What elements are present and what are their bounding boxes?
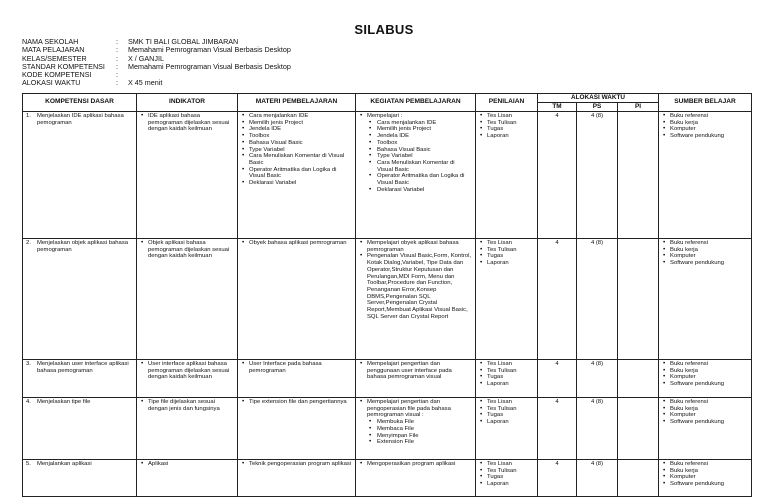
materi-item: • Type Variabel <box>241 147 352 154</box>
kegiatan-item <box>359 113 472 193</box>
cell-ps: 4 (8) <box>577 239 618 360</box>
cell-sumber <box>659 460 752 497</box>
sumber-item-list <box>662 399 748 426</box>
indikator-item-list <box>140 361 234 381</box>
kegiatan-item <box>359 399 472 446</box>
materi-item-list <box>241 113 352 187</box>
cell-kegiatan <box>356 112 476 239</box>
kegiatan-subitem: • Deklarasi Variabel <box>359 187 472 194</box>
kd-entry <box>26 361 133 374</box>
sumber-item-list <box>662 113 748 140</box>
cell-indikator <box>137 112 238 239</box>
kd-text: Menjalankan aplikasi <box>37 461 92 467</box>
cell-materi <box>238 360 356 398</box>
kegiatan-subitem: • Type Variabel <box>359 153 472 160</box>
sumber-item: • Komputer <box>662 412 748 419</box>
kd-entry <box>26 240 133 253</box>
materi-item: • Teknik pengoperasian program aplikasi <box>241 461 352 468</box>
materi-item-list <box>241 399 352 406</box>
cell-tm: 4 <box>538 398 577 460</box>
kd-entry <box>26 113 133 126</box>
penilaian-item: • Tugas <box>479 126 534 133</box>
cell-kegiatan <box>356 360 476 398</box>
penilaian-item-list <box>479 240 534 267</box>
cell-penilaian <box>476 360 538 398</box>
penilaian-item: • Tugas <box>479 412 534 419</box>
info-value: Memahami Pemrograman Visual Berbasis Desktop <box>128 61 291 71</box>
penilaian-item: • Tes Tulisan <box>479 468 534 475</box>
kegiatan-subitem: • Memilih jenis Project <box>359 126 472 133</box>
kd-text: Menjelaskan objek aplikasi bahasa pemograman <box>37 240 129 253</box>
sumber-item: • Buku referensi <box>662 113 748 120</box>
penilaian-item-list <box>479 113 534 140</box>
penilaian-item: • Tes Lisan <box>479 113 534 120</box>
cell-materi <box>238 398 356 460</box>
kegiatan-item <box>359 253 472 320</box>
materi-item: • User Interface pada bahasa pemrograman <box>241 361 352 374</box>
penilaian-item: • Laporan <box>479 419 534 426</box>
kegiatan-text: Mempelajari pengertian dan penggunaan user interface pada bahasa pemrograman visual <box>367 361 452 381</box>
penilaian-item: • Tes Lisan <box>479 240 534 247</box>
info-colon: : <box>116 45 118 55</box>
kd-text: Menjelaskan user interface aplikasi bahasa pemograman <box>37 361 129 374</box>
materi-item-list <box>241 240 352 247</box>
info-value: Memahami Pemrograman Visual Berbasis Desktop <box>128 45 291 55</box>
cell-tm: 4 <box>538 112 577 239</box>
indikator-item: • User interface aplikasi bahasa pemograman dijelaskan sesuai dengan kaidah keilmuan <box>140 361 234 381</box>
cell-pi <box>618 360 659 398</box>
table-row <box>23 460 752 497</box>
materi-item: • Obyek bahasa aplikasi pemrograman <box>241 240 352 247</box>
kegiatan-subitem: • Jendela IDE <box>359 133 472 140</box>
info-row-time <box>22 79 291 87</box>
cell-pi <box>618 460 659 497</box>
kegiatan-subitem: • Cara Menuliskan Komentar di Visual Basic <box>359 160 472 173</box>
header-alokasi: ALOKASI WAKTU <box>538 94 659 103</box>
sumber-item: • Buku kerja <box>662 468 748 475</box>
sumber-item: • Software pendukung <box>662 481 748 488</box>
sumber-item: • Buku kerja <box>662 120 748 127</box>
table-row <box>23 398 752 460</box>
header-pi: PI <box>618 103 659 112</box>
penilaian-item: • Laporan <box>479 260 534 267</box>
cell-kegiatan <box>356 239 476 360</box>
cell-sumber <box>659 239 752 360</box>
materi-item: • Cara Menuliskan Komentar di Visual Basic <box>241 153 352 166</box>
penilaian-item: • Laporan <box>479 133 534 140</box>
table-row <box>23 112 752 239</box>
syllabus-table <box>22 93 752 497</box>
info-label: KODE KOMPETENSI <box>22 70 92 80</box>
cell-materi <box>238 239 356 360</box>
header-penilaian: PENILAIAN <box>476 94 538 112</box>
kd-entry <box>26 399 133 406</box>
cell-kd <box>23 239 137 360</box>
kegiatan-subitem: • Membaca File <box>359 426 472 433</box>
cell-penilaian <box>476 239 538 360</box>
cell-indikator <box>137 398 238 460</box>
cell-indikator <box>137 460 238 497</box>
cell-tm: 4 <box>538 360 577 398</box>
kegiatan-subitem: • Extension File <box>359 439 472 446</box>
penilaian-item: • Laporan <box>479 481 534 488</box>
penilaian-item: • Tugas <box>479 474 534 481</box>
sumber-item-list <box>662 461 748 488</box>
info-colon: : <box>116 61 118 71</box>
kd-text: Menjelaskan IDE aplikasi bahasa pemograman <box>37 113 124 126</box>
kegiatan-item-list <box>359 361 472 381</box>
info-label: KELAS/SEMESTER <box>22 53 87 63</box>
sumber-item: • Software pendukung <box>662 133 748 140</box>
penilaian-item: • Tes Tulisan <box>479 406 534 413</box>
kegiatan-subitem: • Menyimpan File <box>359 433 472 440</box>
materi-item: • Operator Aritmatika dan Logika di Visual Basic <box>241 167 352 180</box>
kegiatan-item <box>359 361 472 381</box>
header-tm: TM <box>538 103 577 112</box>
penilaian-item: • Tes Lisan <box>479 399 534 406</box>
materi-item: • Bahasa Visual Basic <box>241 140 352 147</box>
indikator-item-list <box>140 399 234 412</box>
penilaian-item-list <box>479 361 534 388</box>
kd-text: Menjelaskan tipe file <box>37 399 91 405</box>
indikator-item-list <box>140 240 234 260</box>
cell-kd <box>23 112 137 239</box>
table-row <box>23 239 752 360</box>
penilaian-item: • Tes Lisan <box>479 361 534 368</box>
kd-number: 2. <box>26 240 31 246</box>
indikator-item: • Aplikasi <box>140 461 234 468</box>
header-kegiatan: KEGIATAN PEMBELAJARAN <box>356 94 476 112</box>
table-row <box>23 360 752 398</box>
info-value: X / GANJIL <box>128 53 164 63</box>
materi-item: • Toolbox <box>241 133 352 140</box>
kegiatan-item-list <box>359 399 472 446</box>
sumber-item: • Komputer <box>662 374 748 381</box>
penilaian-item: • Tes Tulisan <box>479 368 534 375</box>
sumber-item-list <box>662 361 748 388</box>
penilaian-item-list <box>479 399 534 426</box>
cell-penilaian <box>476 460 538 497</box>
cell-penilaian <box>476 398 538 460</box>
sumber-item: • Software pendukung <box>662 419 748 426</box>
sumber-item: • Buku kerja <box>662 368 748 375</box>
kegiatan-subitem: • Cara menjalankan IDE <box>359 120 472 127</box>
cell-ps: 4 (8) <box>577 460 618 497</box>
sumber-item: • Buku kerja <box>662 406 748 413</box>
sumber-item: • Komputer <box>662 253 748 260</box>
kegiatan-text: Mempelajari pengertian dan pengoperasian file pada bahasa pemrograman visual : <box>367 399 451 419</box>
sumber-item: • Software pendukung <box>662 260 748 267</box>
cell-ps: 4 (8) <box>577 112 618 239</box>
cell-tm: 4 <box>538 460 577 497</box>
header-kd: KOMPETENSI DASAR <box>23 94 137 112</box>
penilaian-item: • Tugas <box>479 374 534 381</box>
kegiatan-text: Mempelajari obyek aplikasi bahasa pemrograman <box>367 240 459 253</box>
penilaian-item: • Laporan <box>479 381 534 388</box>
materi-item: • Memilih jenis Project <box>241 120 352 127</box>
header-ps: PS <box>577 103 618 112</box>
sumber-item: • Buku referensi <box>662 399 748 406</box>
materi-item-list <box>241 361 352 374</box>
kegiatan-subitem-list <box>359 419 472 446</box>
kegiatan-subitem-list <box>359 120 472 194</box>
info-value: SMK TI BALI GLOBAL JIMBARAN <box>128 37 239 46</box>
cell-materi <box>238 112 356 239</box>
cell-pi <box>618 239 659 360</box>
materi-item: • Cara menjalankan IDE <box>241 113 352 120</box>
kegiatan-subitem: • Toolbox <box>359 140 472 147</box>
sumber-item-list <box>662 240 748 267</box>
table-body <box>23 112 752 497</box>
penilaian-item: • Tes Tulisan <box>479 120 534 127</box>
cell-kegiatan <box>356 460 476 497</box>
info-label: NAMA SEKOLAH <box>22 37 79 46</box>
cell-kd <box>23 360 137 398</box>
sumber-item: • Buku referensi <box>662 461 748 468</box>
info-value: X 45 menit <box>128 78 163 88</box>
materi-item-list <box>241 461 352 468</box>
materi-item: • Tipe extension file dan pengertiannya <box>241 399 352 406</box>
cell-pi <box>618 398 659 460</box>
kegiatan-item <box>359 461 472 468</box>
cell-sumber <box>659 398 752 460</box>
cell-materi <box>238 460 356 497</box>
penilaian-item: • Tes Tulisan <box>479 247 534 254</box>
kd-number: 5. <box>26 461 31 467</box>
cell-ps: 4 (8) <box>577 398 618 460</box>
sumber-item: • Software pendukung <box>662 381 748 388</box>
info-label: ALOKASI WAKTU <box>22 78 81 88</box>
indikator-item-list <box>140 113 234 133</box>
info-colon: : <box>116 70 118 80</box>
sumber-item: • Komputer <box>662 126 748 133</box>
info-label: MATA PELAJARAN <box>22 45 85 55</box>
document-info <box>22 38 291 88</box>
penilaian-item: • Tugas <box>479 253 534 260</box>
sumber-item: • Buku kerja <box>662 247 748 254</box>
header-row <box>23 94 752 103</box>
info-colon: : <box>116 78 118 88</box>
page-title: SILABUS <box>354 22 414 37</box>
indikator-item: • Tipe file dijelaskan sesuai dengan jenis dan fungsinya <box>140 399 234 412</box>
cell-indikator <box>137 239 238 360</box>
materi-item: • Deklarasi Variabel <box>241 180 352 187</box>
cell-kegiatan <box>356 398 476 460</box>
sumber-item: • Komputer <box>662 474 748 481</box>
kegiatan-item-list <box>359 240 472 320</box>
kd-number: 1. <box>26 113 31 119</box>
cell-penilaian <box>476 112 538 239</box>
header-indikator: INDIKATOR <box>137 94 238 112</box>
kegiatan-item-list <box>359 113 472 193</box>
penilaian-item: • Tes Lisan <box>479 461 534 468</box>
kegiatan-item <box>359 240 472 253</box>
cell-sumber <box>659 360 752 398</box>
info-colon: : <box>116 37 118 46</box>
sumber-item: • Buku referensi <box>662 361 748 368</box>
kd-number: 4. <box>26 399 31 405</box>
cell-kd <box>23 460 137 497</box>
penilaian-item-list <box>479 461 534 488</box>
indikator-item-list <box>140 461 234 468</box>
header-materi: MATERI PEMBELAJARAN <box>238 94 356 112</box>
header-sumber: SUMBER BELAJAR <box>659 94 752 112</box>
kegiatan-subitem: • Operator Aritmatika dan Logika di Visual Basic <box>359 173 472 186</box>
kd-entry <box>26 461 133 468</box>
indikator-item: • IDE aplikasi bahasa pemograman dijelaskan sesuai dengan kaidah keilmuan <box>140 113 234 133</box>
kegiatan-subitem: • Membuka File <box>359 419 472 426</box>
sumber-item: • Buku referensi <box>662 240 748 247</box>
cell-pi <box>618 112 659 239</box>
kegiatan-text: Pengenalan Visual Basic,Form, Kontrol, Kotak Dialog,Variabel, Tipe Data dan Operator,Struktur Keputusan dan Perulangan,MDI Form, Menu dan Toolbar,Procedure dan Function, Penanganan Error,Konsep DBMS,Pengenalan SQL Server,Pengenalan Crystal Report,Membuat Aplikasi Visual Basic, SQL Server dan Crystal Report <box>367 253 472 320</box>
cell-kd <box>23 398 137 460</box>
cell-tm: 4 <box>538 239 577 360</box>
materi-item: • Jendela IDE <box>241 126 352 133</box>
kegiatan-text: Mempelajari : <box>367 113 403 119</box>
cell-sumber <box>659 112 752 239</box>
kd-number: 3. <box>26 361 31 367</box>
kegiatan-item-list <box>359 461 472 468</box>
kegiatan-subitem: • Bahasa Visual Basic <box>359 147 472 154</box>
info-colon: : <box>116 53 118 63</box>
kegiatan-text: Mengoperasikan program aplikasi <box>367 461 456 467</box>
cell-indikator <box>137 360 238 398</box>
cell-ps: 4 (8) <box>577 360 618 398</box>
info-label: STANDAR KOMPETENSI <box>22 61 105 71</box>
indikator-item: • Objek aplikasi bahasa pemograman dijelaskan sesuai dengan kaidah keilmuan <box>140 240 234 260</box>
